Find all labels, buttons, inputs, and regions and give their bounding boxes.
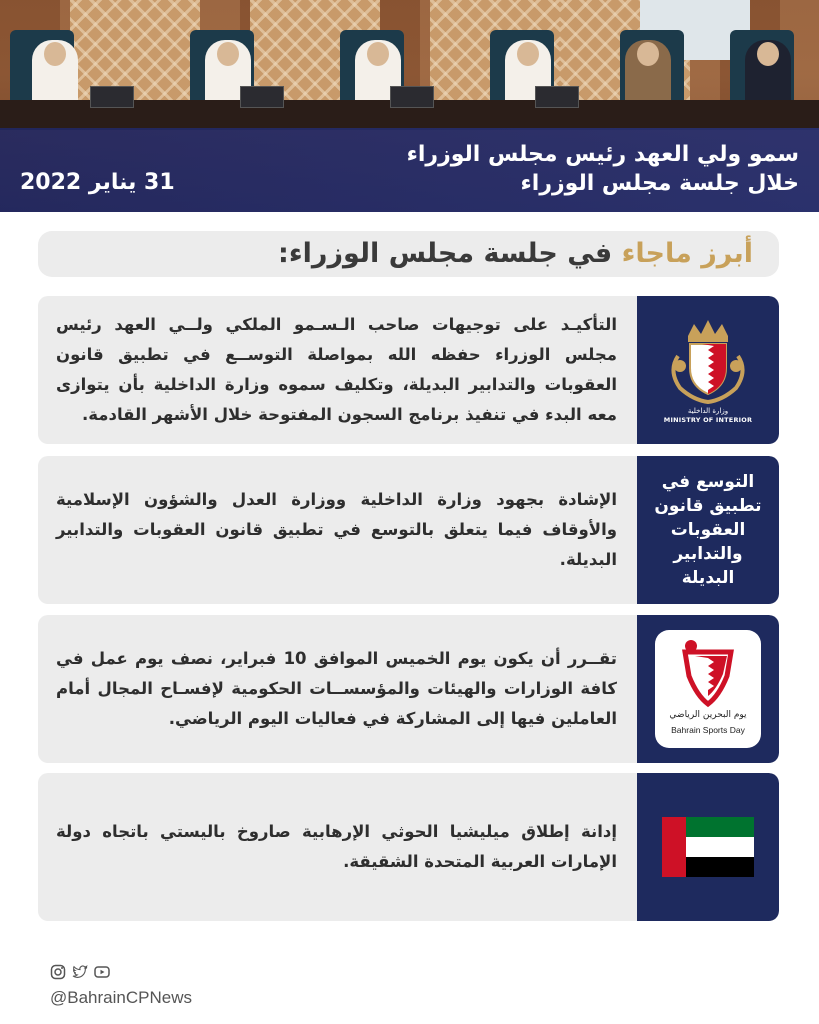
header-title-line1: سمو ولي العهد رئيس مجلس الوزراء xyxy=(406,142,799,167)
heading-accent: أبرز ماجاء xyxy=(621,238,753,269)
laptop xyxy=(535,86,579,108)
header-date: 31 يناير 2022 xyxy=(20,170,175,195)
card-side-title: التوسع في تطبيق قانون العقوبات والتدابير البديلة xyxy=(654,472,762,588)
youtube-icon[interactable] xyxy=(94,964,110,980)
section-heading xyxy=(38,231,779,277)
logo-text-ar: يوم البحرين الرياضي xyxy=(669,710,747,720)
logo-text-en: Bahrain Sports Day xyxy=(671,725,745,735)
heading-rest: في جلسة مجلس الوزراء: xyxy=(278,238,622,269)
card-text xyxy=(56,456,617,604)
card-side-panel xyxy=(637,296,779,444)
news-card xyxy=(38,773,779,921)
bahrain-sports-day-logo-icon xyxy=(655,630,761,748)
laptop xyxy=(90,86,134,108)
social-icons xyxy=(50,964,110,980)
card-text-body: إدانة إطلاق ميليشيا الحوثي الإرهابية صاروخ باليستي باتجاه دولة الإمارات العربية المتحدة الشقيقة. xyxy=(56,822,617,871)
twitter-icon[interactable] xyxy=(72,964,88,980)
emblem-caption-ar: وزارة الداخلية xyxy=(687,407,729,415)
ministry-of-interior-emblem-icon xyxy=(658,316,758,424)
laptop xyxy=(240,86,284,108)
instagram-icon[interactable] xyxy=(50,964,66,980)
news-card xyxy=(38,615,779,763)
header-title xyxy=(239,140,799,198)
header-title-line2: خلال جلسة مجلس الوزراء xyxy=(520,171,799,196)
card-side-panel xyxy=(637,615,779,763)
uae-flag-icon xyxy=(662,817,754,877)
lattice-panel xyxy=(70,0,200,100)
laptop xyxy=(390,86,434,108)
news-card xyxy=(38,456,779,604)
social-handle[interactable]: @BahrainCPNews xyxy=(50,988,192,1007)
news-card xyxy=(38,296,779,444)
emblem-caption: MINISTRY OF INTERIOR xyxy=(663,416,753,424)
card-text-body: تقــرر أن يكون يوم الخميس الموافق 10 فبراير، نصف يوم عمل في كافة الوزارات والهيئات والمؤسســات الحكومية لإفسـاح المجال أمام العاملين فيها إلى المشاركة في فعاليات اليوم الرياضي. xyxy=(56,649,617,728)
card-side-panel xyxy=(637,456,779,604)
card-side-panel xyxy=(637,773,779,921)
card-text-body: الإشادة بجهود وزارة الداخلية ووزارة العدل والشؤون الإسلامية والأوقاف فيما يتعلق بالتوسع في تطبيق قانون العقوبات والتدابير البديلة. xyxy=(56,490,617,569)
card-text xyxy=(56,615,617,763)
card-text xyxy=(56,773,617,921)
card-text-body: التأكيـد على توجيهات صاحب الـسـمو الملكي ولــي العهد رئيس مجلس الوزراء حفظه الله بمواصلة التوســع في تطبيق قانون العقوبات والتدابير البديلة، وتكليف سموه وزارة الداخلية بأن يتوازى معه البدء في تنفيذ برنامج السجون المفتوحة خلال الأشهر القادمة. xyxy=(56,315,617,424)
card-text xyxy=(56,296,617,444)
